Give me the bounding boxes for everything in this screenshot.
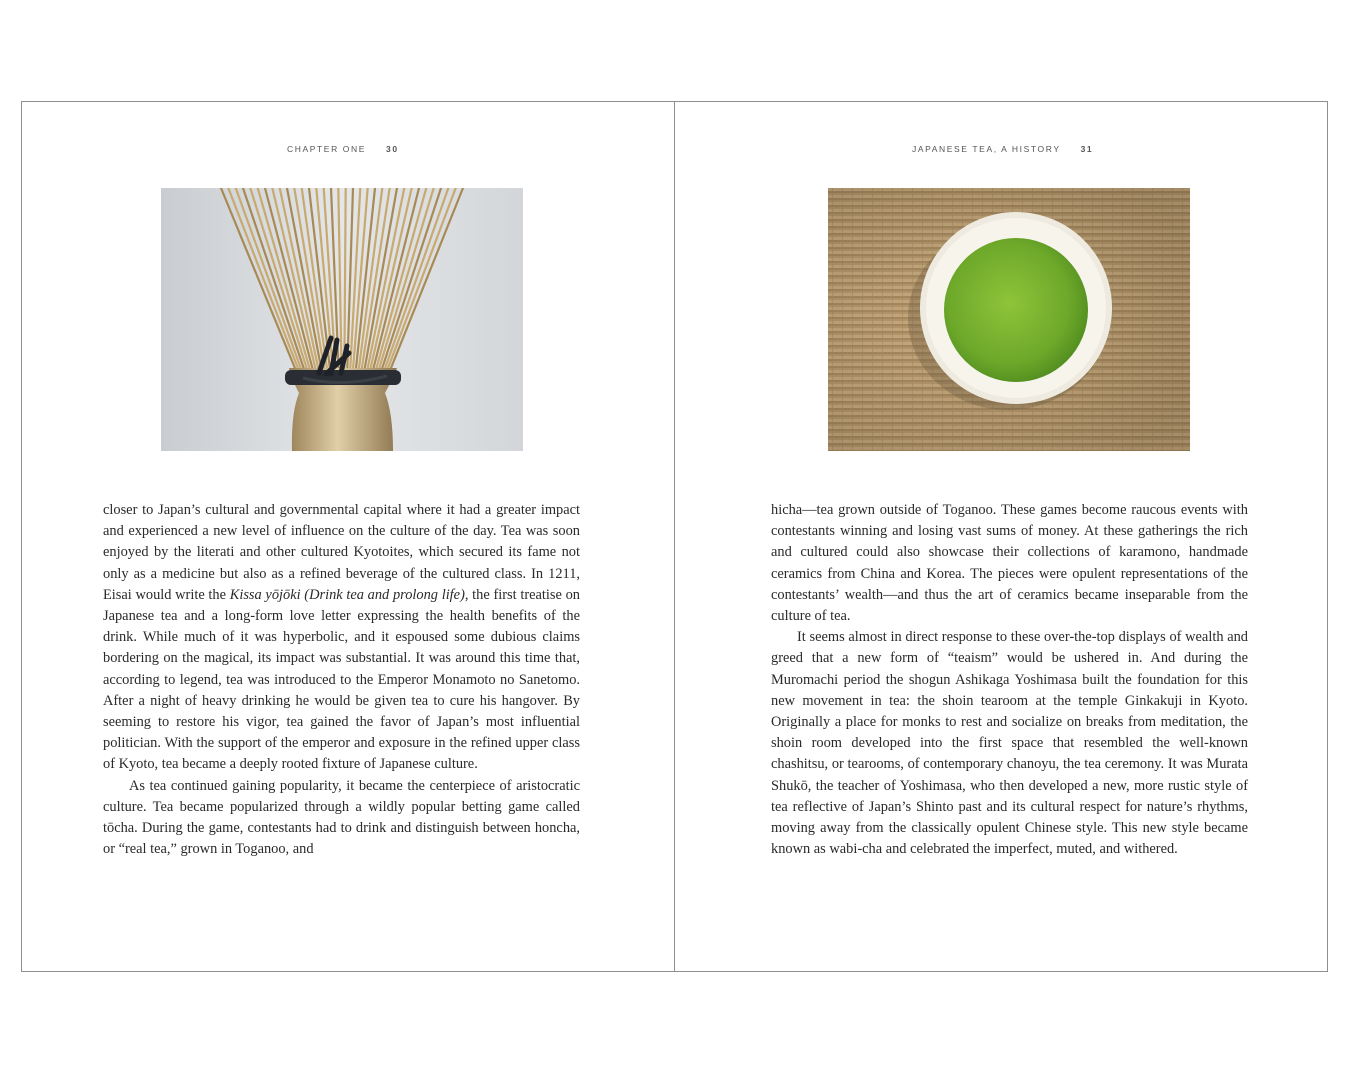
left-page [22,102,674,971]
body-text-right [771,500,1248,860]
whisk-photo [161,188,523,451]
matcha-photo [828,188,1190,451]
matcha-bowl-illustration [828,188,1190,451]
book-title-italic: Kissa yōjōki (Drink tea and prolong life) [229,586,465,603]
chasen-whisk-illustration [161,188,523,451]
paragraph: As tea continued gaining popularity, it became the centerpiece of aristocratic culture. Tea became popularized through a wildly popular betting game called tōcha. During the game, contestants had to drink and distinguish between honcha, or “real tea,” grown in Toganoo, and [103,777,580,858]
page-number: 31 [1080,144,1094,154]
running-head-right [912,144,1093,154]
paragraph: hicha—tea grown outside of Toganoo. These games become raucous events with contestants winning and losing vast sums of money. At these gatherings the rich and cultured could also showcase their collections of karamono, handmade ceramics from China and Korea. The pieces were opulent representations of the contestants’ wealth—and thus the art of ceramics became inseparable from the culture of tea. [771,502,1248,625]
right-page [675,102,1327,971]
paragraph-text: , the first treatise on Japanese tea and a long-form love letter expressing the health benefits of the drink. While much of it was hyperbolic, and it espoused some dubious claims bordering on the magical, its impact was substantial. It was around this time that, according to legend, tea was introduced to the Emperor Monamoto no Sanetomo. After a night of heavy drinking he would be given tea to cure his hangover. By seeming to restore his vigor, tea gained the favor of Japan’s most influential politician. With the support of the emperor and exposure in the refined upper class of Kyoto, tea became a deeply rooted fixture of Japanese culture. [103,586,580,773]
page-number: 30 [386,144,399,154]
book-spread [21,101,1328,972]
paragraph [103,500,580,776]
running-head-title: JAPANESE TEA, A HISTORY [912,144,1061,154]
paragraph-text: closer to Japan’s cultural and governmental capital where it had a greater impact and experienced a new level of influence on the culture of the day. Tea was soon enjoyed by the literati and other cultured Kyotoites, which secured its fame not only as a medicine but also as a refined beverage of the cultured class. In 1211, Eisai would write the [103,502,580,603]
body-text-left [103,500,580,860]
running-head-left [287,144,399,154]
paragraph: It seems almost in direct response to these over-the-top displays of wealth and greed that a new form of “teaism” would be ushered in. And during the Muromachi period the shogun Ashikaga Yoshimasa built the foundation for this new movement in tea: the shoin tearoom at the temple Ginkakuji in Kyoto. Originally a place for monks to rest and socialize on breaks from meditation, the shoin room developed into the first space that resembled the well-known chashitsu, or tearooms, of contemporary chanoyu, the tea ceremony. It was Murata Shukō, the teacher of Yoshimasa, who then developed a new, more rustic style of tea reflective of Japan’s Shinto past and its cultural respect for nature’s rhythms, moving away from the classically opulent Chinese style. This new style became known as wabi-cha and celebrated the imperfect, muted, and withered. [771,629,1248,858]
running-head-title: CHAPTER ONE [287,144,366,154]
